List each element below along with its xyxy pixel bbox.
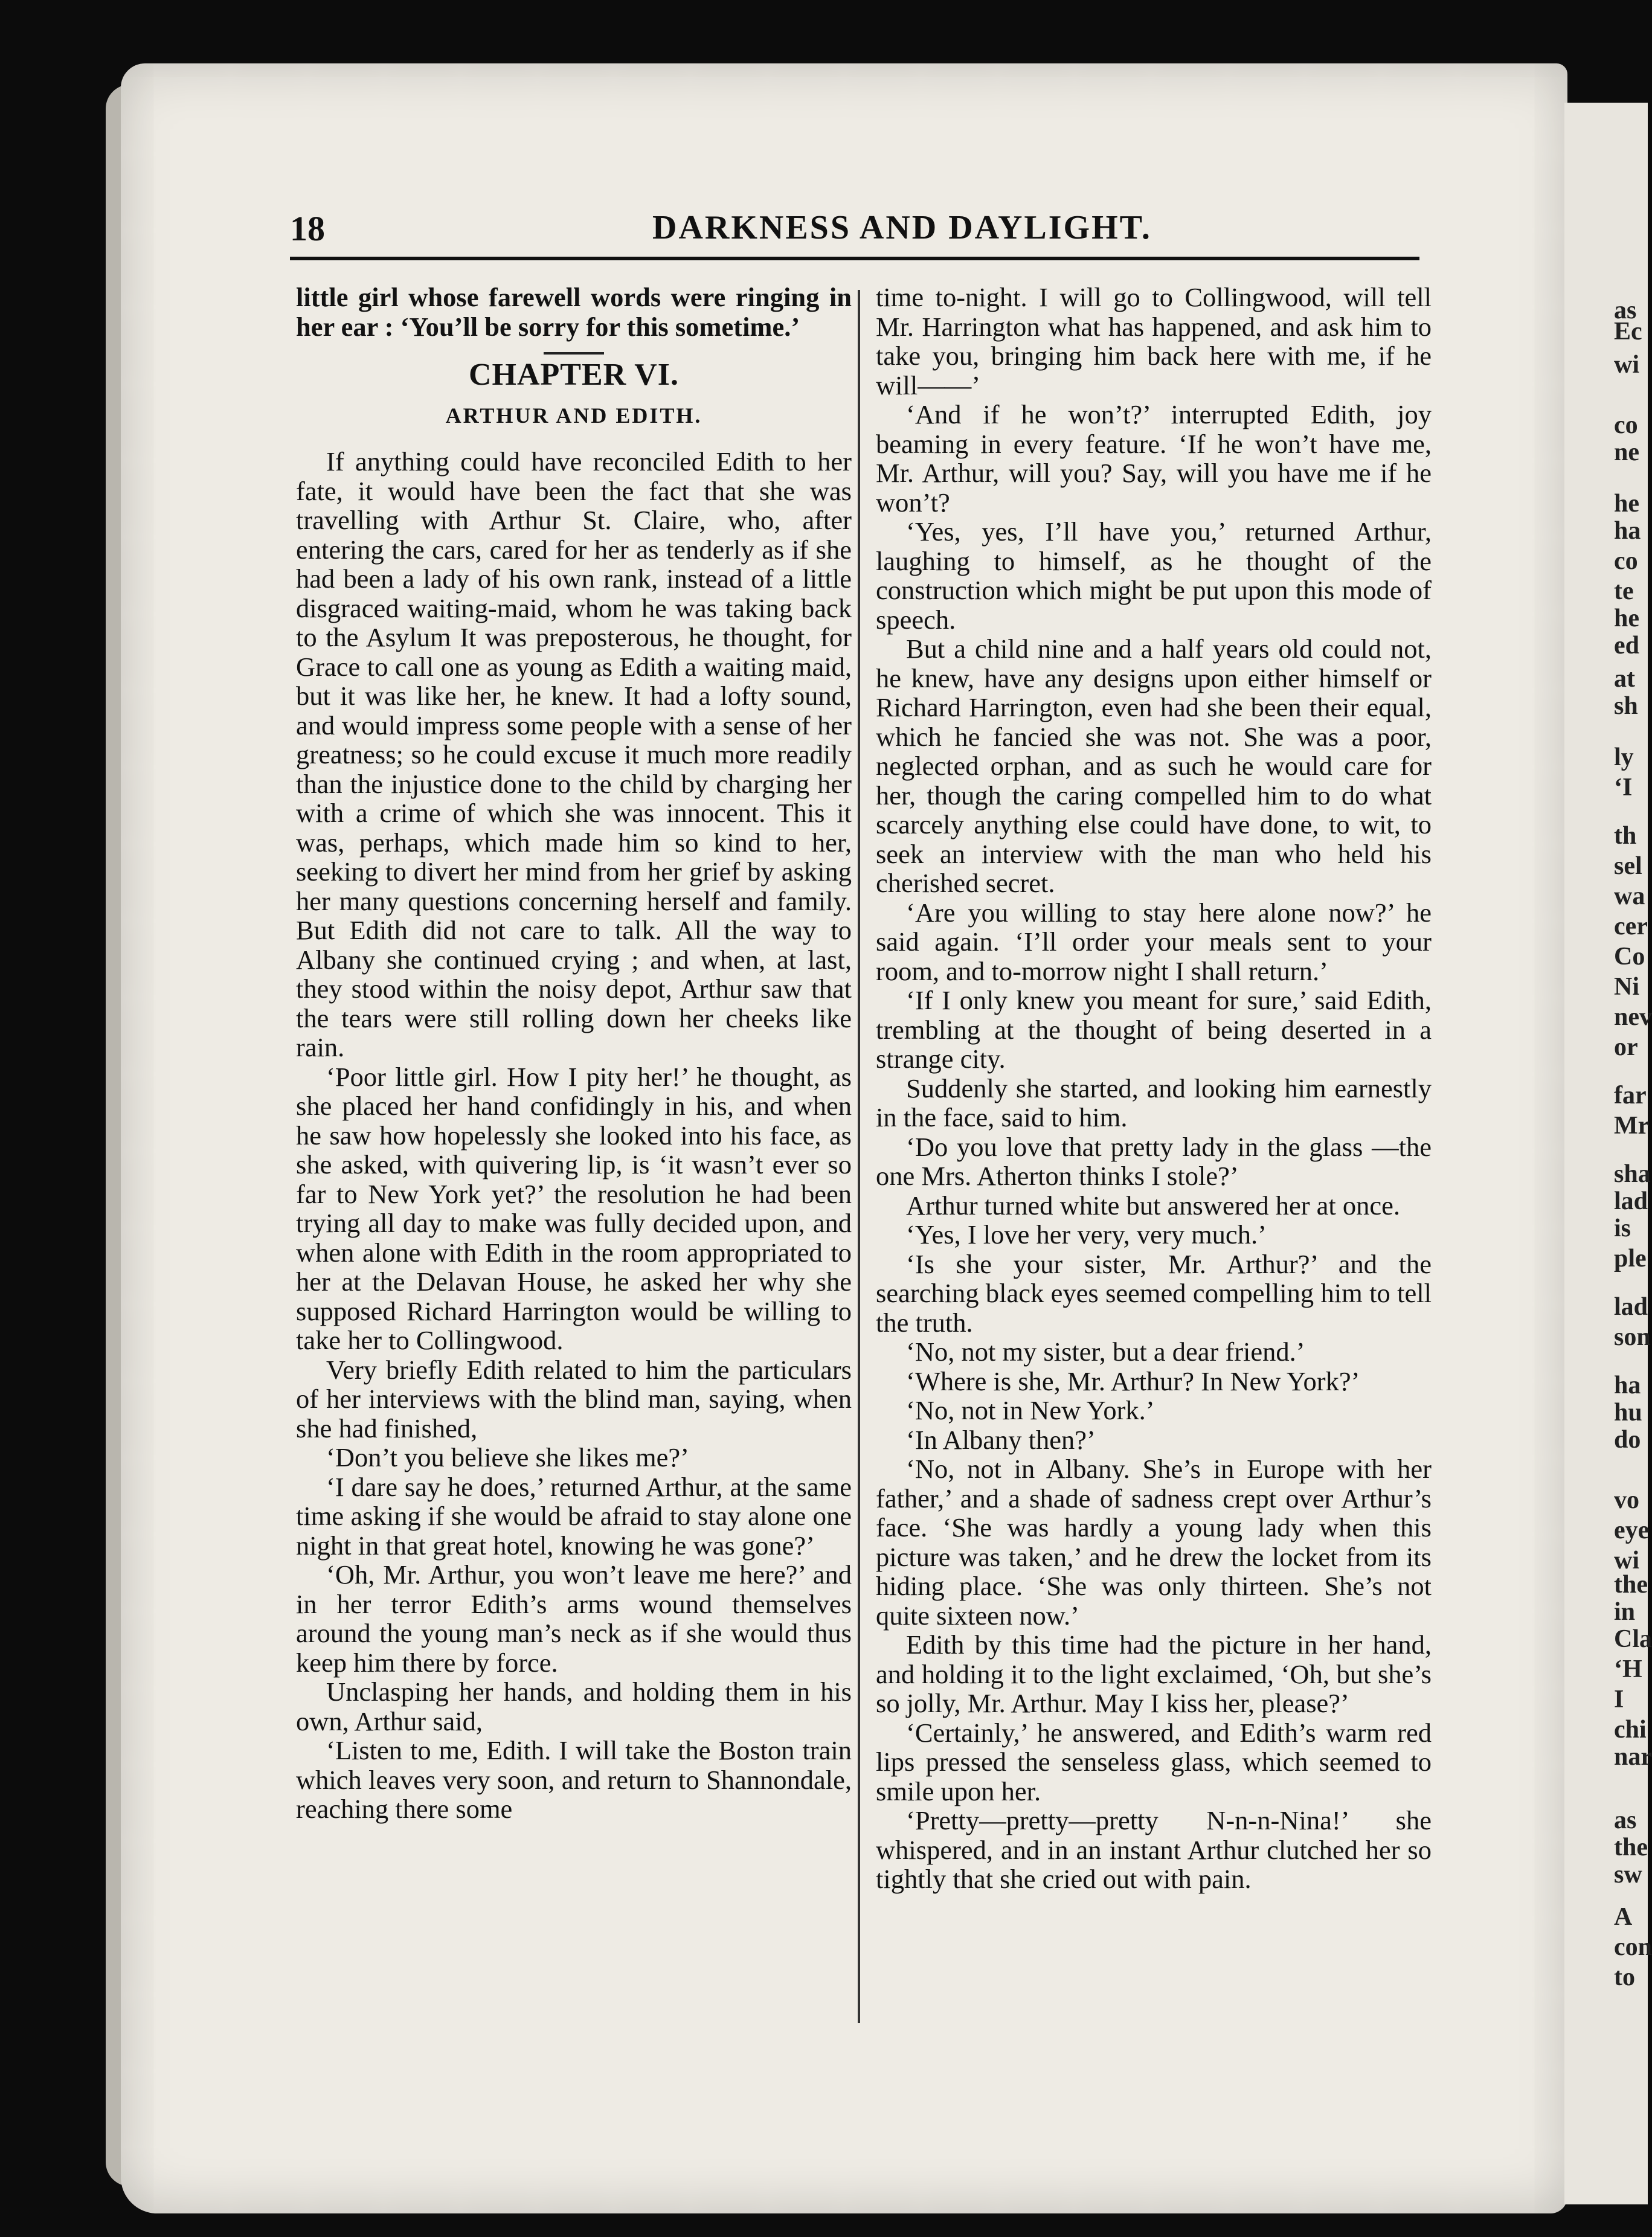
facing-page-fragment: Cla — [1614, 1625, 1652, 1653]
paragraph: ‘Listen to me, Edith. I will take the Boston train which leaves very soon, and return to Shannondale, reaching there some — [296, 1735, 852, 1824]
facing-page-fragment: son — [1614, 1323, 1651, 1351]
paragraph: ‘Do you love that pretty lady in the glass —the one Mrs. Atherton thinks I stole?’ — [876, 1131, 1432, 1191]
facing-page-fragment: cer — [1614, 913, 1648, 940]
paragraph-continuation: time to-night. I will go to Collingwood, will tell Mr. Harrington what has happened, and ask him to take you, bringing him back here with me, if he will——’ — [876, 282, 1432, 400]
paragraph: If anything could have reconciled Edith to her fate, it would have been the fact that she was travelling with Arthur St. Claire, who, after entering the cars, cared for her as tenderly as if she had been a lady of his own rank, instead of a little disgraced waiting-maid, whom he was taking back to the Asylum It was preposterous, he thought, for Grace to call one as young as Edith a waiting maid, but it was like her, he knew. It had a lofty sound, and would impress some people with a sense of her greatness; so he could excuse it much more readily than the injustice done to the child by charging her with a crime of which she was innocent. This it was, perhaps, which made him so kind to her, seeking to divert her mind from her grief by asking her many questions concerning herself and family. But Edith did not care to talk. All the way to Albany she continued crying ; and when, at last, they stood within the noisy depot, Arthur saw that the tears were still rolling down her cheeks like rain. — [296, 446, 852, 1062]
facing-page-fragment: to — [1614, 1963, 1635, 1991]
facing-page-fragment: ed — [1614, 632, 1639, 660]
facing-page-fragment: ly — [1614, 743, 1634, 771]
facing-page-fragment: he — [1614, 490, 1639, 518]
facing-page-fragment: do — [1614, 1426, 1641, 1454]
paragraph: ‘In Albany then?’ — [906, 1424, 1096, 1455]
facing-page-fragment: the — [1614, 1571, 1648, 1599]
paragraph: ‘No, not in Albany. She’s in Europe with her father,’ and a shade of sadness crept over Arthur’s face. ‘She was hardly a young lady when this picture was taken,’ and he drew the locket from its hiding place. ‘She was only thirteen. She’s not quite sixteen now.’ — [876, 1454, 1432, 1631]
facing-page-fragment: con — [1614, 1933, 1652, 1961]
paragraph: ‘If I only knew you meant for sure,’ said Edith, trembling at the thought of being deserted in a strange city. — [876, 985, 1432, 1074]
paragraph: ‘Is she your sister, Mr. Arthur?’ and the searching black eyes seemed compelling him to tell the truth. — [876, 1248, 1432, 1338]
paragraph: ‘Pretty—pretty—pretty N-n-n-Nina!’ she whispered, and in an instant Arthur clutched her so tightly that she cried out with pain. — [876, 1805, 1432, 1894]
facing-page-fragment: Ec — [1614, 318, 1642, 345]
paragraph-continuation: little girl whose farewell words were ringing in her ear : ‘You’ll be sorry for this sometime.’ — [296, 282, 852, 342]
facing-page-fragment: as — [1614, 297, 1637, 324]
column-rule — [858, 290, 860, 2023]
paragraph: Arthur turned white but answered her at once. — [906, 1190, 1401, 1221]
facing-page-fragment: sh — [1614, 692, 1638, 720]
facing-page-fragment: at — [1614, 665, 1635, 693]
facing-page-fragment: ne — [1614, 438, 1639, 466]
facing-page-fragment: Ni — [1614, 973, 1639, 1001]
facing-page-fragment: the — [1614, 1834, 1648, 1861]
facing-page-fragment: Mr — [1614, 1112, 1650, 1140]
facing-page-fragment: ha — [1614, 1372, 1641, 1399]
paragraph: Suddenly she started, and looking him earnestly in the face, said to him. — [876, 1073, 1432, 1132]
facing-page-fragment: lad — [1614, 1293, 1648, 1321]
paragraph: ‘Oh, Mr. Arthur, you won’t leave me here?’ and in her terror Edith’s arms wound themselves around the young man’s neck as if she would thus keep him there by force. — [296, 1559, 852, 1678]
paragraph: ‘And if he won’t?’ interrupted Edith, joy beaming in every feature. ‘If he won’t have me, Mr. Arthur, will you? Say, will you have me if he won’t? — [876, 399, 1432, 518]
facing-page-fragment: chi — [1614, 1716, 1647, 1744]
facing-page-fragment: th — [1614, 822, 1637, 850]
left-column — [296, 283, 852, 1824]
chapter-divider — [544, 352, 604, 355]
facing-page-fragment: lad — [1614, 1187, 1648, 1215]
facing-page-fragment: as — [1614, 1806, 1637, 1834]
facing-page-fragment: I — [1614, 1686, 1624, 1713]
paragraph: Edith by this time had the picture in her hand, and holding it to the light exclaimed, ‘Oh, but she’s so jolly, Mr. Arthur. May I kiss her, please?’ — [876, 1629, 1432, 1718]
paragraph: ‘No, not in New York.’ — [906, 1395, 1155, 1425]
facing-page-fragment: sha — [1614, 1160, 1651, 1188]
paragraph: Unclasping her hands, and holding them in his own, Arthur said, — [296, 1677, 852, 1736]
paragraph: ‘Don’t you believe she likes me?’ — [326, 1442, 689, 1472]
facing-page-fragment: nar — [1614, 1743, 1652, 1771]
facing-page-fragment: eye — [1614, 1516, 1650, 1544]
paragraph: But a child nine and a half years old could not, he knew, have any designs upon either himself or Richard Harrington, even had she been their equal, which he fancied she was not. She was a poor, neglected orphan, and as such he would care for her, though the caring compelled him to do what scarcely anything else could have done, to wit, to seek an interview with the man who held his cherished secret. — [876, 634, 1432, 898]
facing-page-fragment: far — [1614, 1082, 1647, 1109]
facing-page-fragment: sw — [1614, 1861, 1642, 1889]
facing-page-fragment: is — [1614, 1215, 1631, 1242]
running-title: DARKNESS AND DAYLIGHT. — [652, 209, 1152, 246]
paragraph: ‘No, not my sister, but a dear friend.’ — [906, 1337, 1305, 1367]
paragraph: ‘Yes, I love her very, very much.’ — [906, 1219, 1267, 1250]
chapter-heading: CHAPTER VI. — [468, 358, 680, 392]
chapter-subtitle: ARTHUR AND EDITH. — [445, 403, 702, 428]
facing-page-fragment: ha — [1614, 517, 1641, 545]
paragraph: ‘I dare say he does,’ returned Arthur, at the same time asking if she would be afraid to stay alone one night in that great hotel, knowing he was gone?’ — [296, 1471, 852, 1561]
facing-page-fragment: A — [1614, 1903, 1633, 1931]
paragraph: ‘Certainly,’ he answered, and Edith’s warm red lips pressed the senseless glass, which seemed to smile upon her. — [876, 1717, 1432, 1806]
facing-page-fragment: co — [1614, 411, 1638, 439]
facing-page-fragment: Co — [1614, 943, 1645, 971]
paragraph: ‘Poor little girl. How I pity her!’ he thought, as she placed her hand confidingly in his, and when he saw how hopelessly she looked into his face, as she asked, with quivering lip, is ‘it wasn’t ever so far to New York yet?’ the resolution he had been trying all day to make was fully decided upon, and when alone with Edith in the room appropriated to her at the Delavan House, he asked her why she supposed Richard Harrington would be willing to take her to Collingwood. — [296, 1061, 852, 1355]
facing-page-fragment: wi — [1614, 1547, 1639, 1574]
facing-page-fragment: sel — [1614, 852, 1642, 880]
facing-page-fragment: he — [1614, 605, 1639, 632]
facing-page-fragment: co — [1614, 547, 1638, 575]
facing-page-fragment: nev — [1614, 1003, 1652, 1031]
facing-page-fragment: in — [1614, 1598, 1636, 1626]
page-number: 18 — [290, 209, 325, 248]
right-column — [876, 283, 1432, 1894]
facing-page-fragment: te — [1614, 577, 1634, 605]
page-header — [290, 208, 1419, 260]
facing-page-fragment: ‘I — [1614, 774, 1633, 801]
facing-page-fragment: wa — [1614, 882, 1645, 910]
facing-page-fragment: or — [1614, 1033, 1638, 1061]
paragraph: ‘Where is she, Mr. Arthur? In New York?’ — [906, 1366, 1360, 1396]
facing-page-fragment: ‘H — [1614, 1655, 1642, 1683]
facing-page-fragment: wi — [1614, 351, 1639, 379]
facing-page-fragment: vo — [1614, 1486, 1639, 1514]
paragraph: Very briefly Edith related to him the particulars of her interviews with the blind man, saying, when she had finished, — [296, 1354, 852, 1443]
paragraph: ‘Yes, yes, I’ll have you,’ returned Arthur, laughing to himself, as he thought of the construction which might be put upon this mode of speech. — [876, 516, 1432, 635]
facing-page-fragment: hu — [1614, 1399, 1642, 1427]
paragraph: ‘Are you willing to stay here alone now?’ he said again. ‘I’ll order your meals sent to your room, and to-morrow night I shall return.’ — [876, 897, 1432, 986]
facing-page-fragment: ple — [1614, 1245, 1647, 1273]
